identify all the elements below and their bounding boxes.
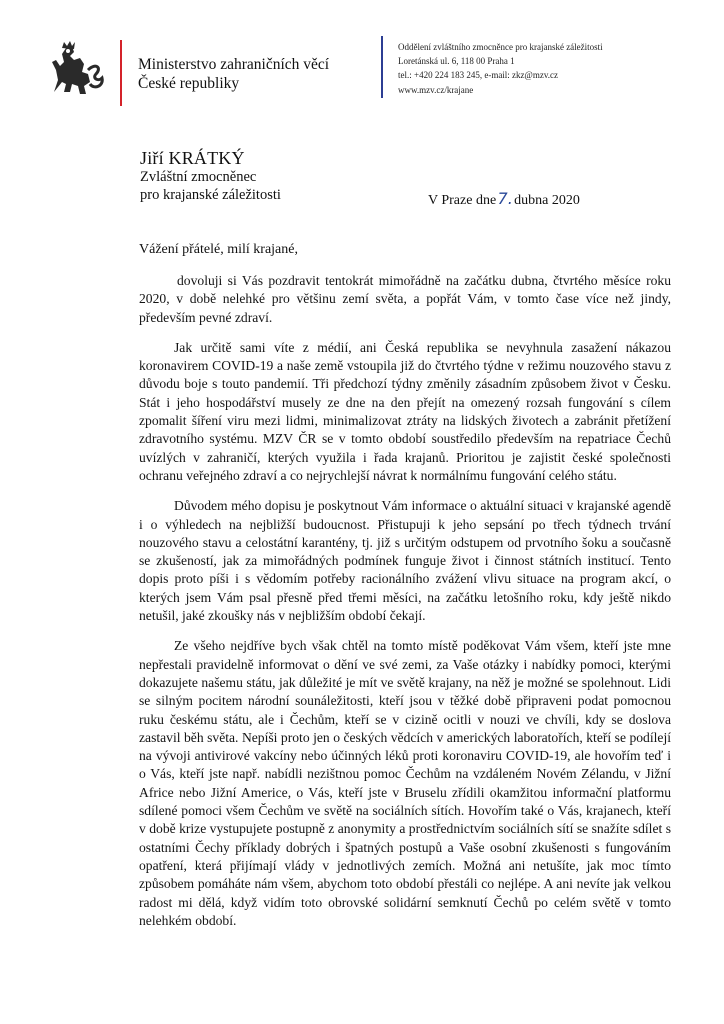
ministry-name-line-1: Ministerstvo zahraničních věcí [138, 56, 330, 73]
body-paragraph-2: Jak určitě sami víte z médií, ani Česká republika se nevyhnula zasažení nákazou koronavirem COVID-19 a naše země vstoupila již do čtvrtého týdne v režimu nouzového stavu z důvodu boje s touto pandemií. Tři předchozí týdny změnily zásadním způsobem život v Česku. Stát i jeho hospodářství musely ze dne na den přejít na omezený rozsah fungování s cílem zpomalit šíření viru mezi lidmi, minimalizovat ztráty na lidských životech a zabránit přetížení zdravotního systému. MZV ČR se v tomto období soustředilo především na repatriace Čechů uvízlých v zahraničí, kterých využila i řada krajanů. Prioritou je zajistit české společnosti ochranu veřejného zdraví a co nejrychlejší návrat k normálnímu fungování celého státu. [139, 339, 671, 483]
sender-block [140, 148, 281, 204]
letterhead-red-divider [120, 40, 122, 106]
date-suffix: dubna 2020 [514, 193, 580, 208]
body-paragraph-3: Důvodem mého dopisu je poskytnout Vám informace o aktuální situaci v krajanské agendě i o výhledech na nejbližší budoucnost. Přistupuji k jeho sepsání po třech týdnech trvání nouzového stavu a celostátní karantény, tj. již s určitým odstupem od prvotního šoku a současně se zkušeností, jak za mimořádných podmínek funguje život i činnost státních institucí. Tento dopis proto píši i s vědomím potřeby racionálního zvážení vlivu situace na program akcí, o kterých jsem Vám psal přesně před třemi měsíci, na začátku letošního roku, kdy ještě nikdo netušil, jaké zkoušky nás v nejbližším období čekají. [139, 498, 671, 624]
letterhead-blue-divider [381, 36, 383, 98]
department-name: Oddělení zvláštního zmocněnce pro krajanské záležitosti [398, 42, 603, 52]
sender-title-line-1: Zvláštní zmocněnec [140, 169, 257, 185]
date-day-handwritten: 7. [497, 189, 513, 208]
department-address: Loretánská ul. 6, 118 00 Praha 1 [398, 56, 515, 67]
sender-name: Jiří KRÁTKÝ [140, 148, 245, 168]
body-paragraph-1: dovoluji si Vás pozdravit tentokrát mimořádně na začátku dubna, čtvrtého měsíce roku 2020, v době nelehké pro většinu zemí světa, a popřát Vám, v tomto čase více než jindy, především pevné zdraví. [139, 273, 671, 325]
department-phone-email: tel.: +420 224 183 245, e-mail: zkz@mzv.cz [398, 70, 558, 81]
czech-lion-emblem-icon [44, 40, 106, 98]
body-paragraph-4: Ze všeho nejdříve bych však chtěl na tomto místě poděkovat Vám všem, kteří jste mne nepřestali pravidelně informovat o dění ve své zemi, za Vaše otázky i nabídky pomoci, kterými dokazujete našemu státu, jak důležité je mít ve světě krajany, na něž je možné se spolehnout. Lidi se silným pocitem národní sounáležitosti, kteří jsou v těžké době připraveni podat pomocnou ruku českému státu, ale i Čechům, kteří se v cizině ocitli v nouzi ve chvíli, kdy se doslova zastavil běh světa. Nepíši proto jen o českých vědcích v amerických laboratořích, kteří se podílejí na vývoji antivirové vakcíny nebo účinných léků proti koronaviru COVID-19, ale hovořím teď i o Vás, kteří jste např. nabídli nezištnou pomoc Čechům na vzdáleném Novém Zélandu, v Jižní Africe nebo Jižní Americe, o Vás, kteří jste v Bruselu zřídili okamžitou informační platformu sdílené pomoci všem Čechům ve světě na sociálních sítích. Hovořím také o Vás, krajanech, kteří v době krize vystupujete postupně z anonymity a prostřednictvím sociálních sítí se snažíte sdílet s ostatními Čechy příklady dobrých i špatných postupů a Vaše osobní zkušenosti s fungováním opatření, která přijímají vlády v jednotlivých zemích. Možná ani netušíte, jak moc tímto způsobem pomáháte nám všem, abychom toto období přestáli co nejlépe. A ani nevíte jak velkou radost mi dělá, když vidím toto obrovské solidární semknutí Čechů po celém světě v tomto nelehkém období. [139, 638, 671, 928]
department-contact-block [398, 40, 603, 97]
ministry-name-line-2: České republiky [138, 75, 240, 92]
date-prefix: V Praze dne [428, 193, 497, 208]
salutation: Vážení přátelé, milí krajané, [139, 242, 298, 257]
department-website: www.mzv.cz/krajane [398, 84, 474, 95]
sender-title-line-2: pro krajanské záležitosti [140, 186, 281, 203]
letter-date [428, 189, 580, 209]
ministry-name [138, 55, 329, 93]
letter-body [139, 272, 671, 942]
